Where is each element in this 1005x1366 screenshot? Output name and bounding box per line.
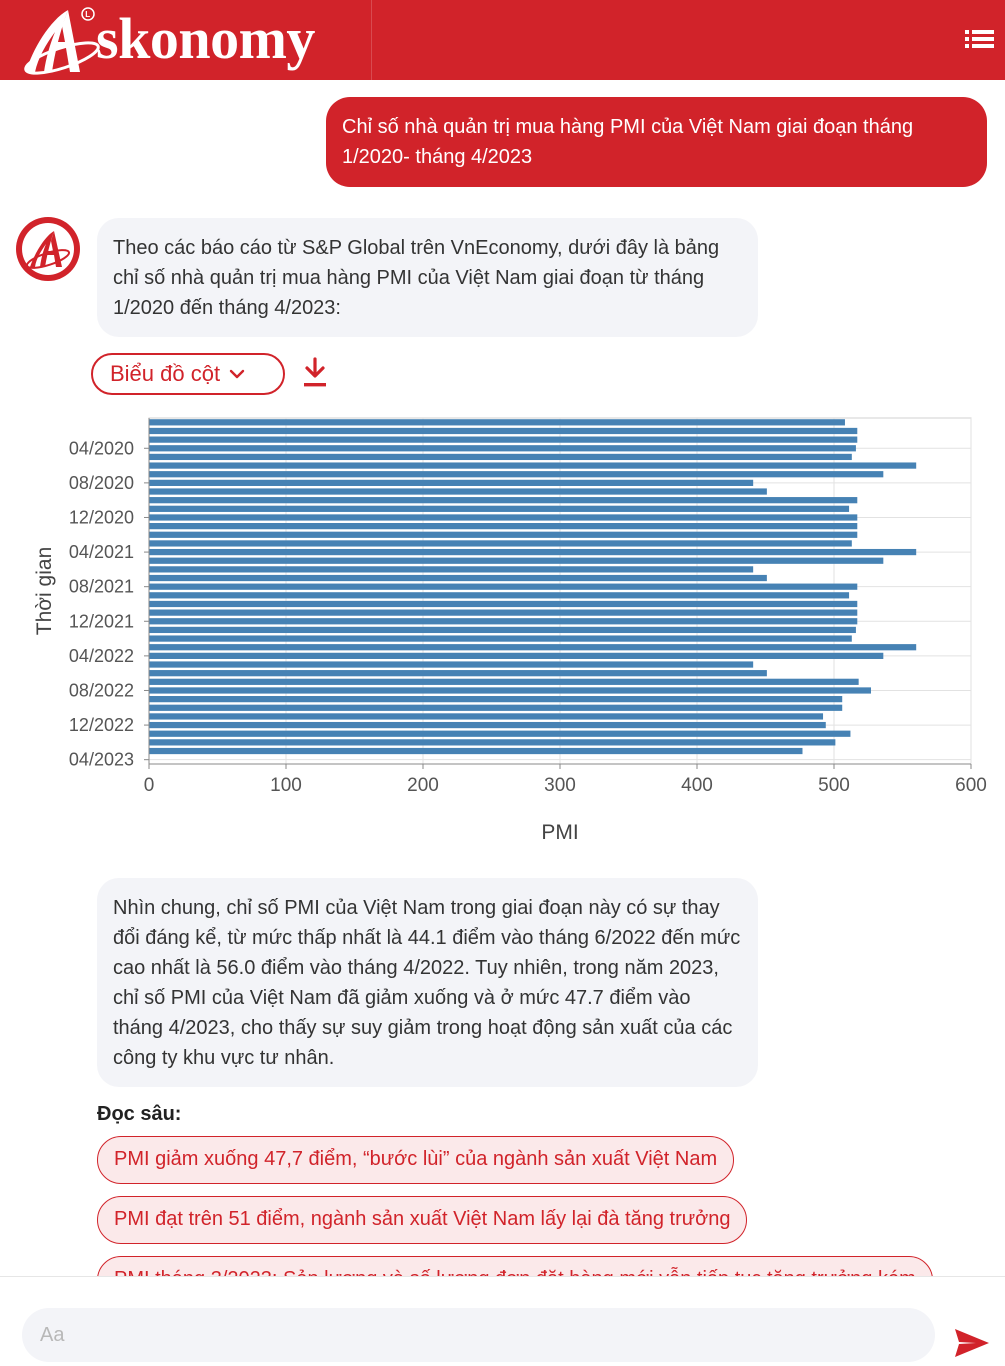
y-tick-label: 04/2021 (68, 542, 134, 563)
bar (149, 514, 857, 520)
bar (149, 731, 850, 737)
bar (149, 549, 916, 555)
bar (149, 480, 753, 486)
x-tick-label: 400 (681, 775, 713, 796)
send-icon[interactable] (954, 1328, 990, 1358)
brand-wordmark: skonomy (96, 6, 315, 71)
bot-message-summary: Nhìn chung, chỉ số PMI của Việt Nam trong giai đoạn này có sự thay đổi đáng kể, từ mức thấp nhất là 44.1 điểm vào tháng 6/2022 đến mức cao nhất là 56.0 điểm vào tháng 4/2022. Tuy nhiên, trong năm 2023, chỉ số PMI của Việt Nam đã giảm xuống và ở mức 47.7 điểm vào tháng 4/2023, cho thấy sự suy giảm trong hoạt động sản xuất của các công ty khu vực tư nhân. (97, 878, 758, 1087)
bar (149, 558, 883, 564)
read-more-heading: Đọc sâu: (97, 1103, 182, 1125)
x-tick-label: 200 (407, 775, 439, 796)
message-composer (0, 1276, 1005, 1366)
bar (149, 523, 857, 529)
y-tick-label: 04/2022 (68, 645, 134, 666)
bar (149, 488, 767, 494)
x-axis-title: PMI (541, 821, 579, 844)
pmi-bar-chart (30, 405, 1000, 865)
bar (149, 592, 849, 598)
bar (149, 437, 857, 443)
bar (149, 506, 849, 512)
svg-text:L: L (85, 10, 91, 19)
bar (149, 696, 842, 702)
bar (149, 540, 852, 546)
bar (149, 445, 856, 451)
bar (149, 705, 842, 711)
bar (149, 428, 857, 434)
brand-logo[interactable] (0, 0, 372, 80)
bar (149, 670, 767, 676)
bar (149, 532, 857, 538)
bar (149, 748, 802, 754)
related-link[interactable]: PMI giảm xuống 47,7 điểm, “bước lùi” của ngành sản xuất Việt Nam (97, 1136, 734, 1184)
bar (149, 462, 916, 468)
download-icon[interactable] (300, 356, 330, 390)
bar (149, 739, 835, 745)
bar (149, 661, 753, 667)
y-tick-label: 12/2020 (68, 507, 134, 528)
bot-avatar (16, 217, 80, 281)
user-message: Chỉ số nhà quản trị mua hàng PMI của Việt Nam giai đoạn tháng 1/2020- tháng 4/2023 (326, 97, 987, 187)
bar (149, 454, 852, 460)
x-tick-label: 300 (544, 775, 576, 796)
chart-type-select-label: Biểu đồ cột (110, 361, 221, 386)
bar (149, 722, 826, 728)
y-tick-label: 12/2022 (68, 715, 134, 736)
y-tick-label: 12/2021 (68, 611, 134, 632)
bar (149, 419, 845, 425)
bar (149, 679, 859, 685)
related-links-list (0, 1125, 1005, 1276)
bar (149, 584, 857, 590)
y-tick-label: 04/2023 (68, 749, 134, 770)
askonomy-logo-icon (22, 2, 102, 76)
x-tick-label: 0 (143, 775, 155, 796)
y-tick-label: 08/2020 (68, 472, 134, 493)
y-axis-title: Thời gian (33, 546, 56, 636)
bar (149, 601, 857, 607)
bar (149, 575, 767, 581)
chevron-down-icon (228, 365, 246, 383)
message-input[interactable] (22, 1308, 935, 1362)
y-tick-label: 04/2020 (68, 438, 134, 459)
bar (149, 471, 883, 477)
bar (149, 635, 852, 641)
y-tick-label: 08/2022 (68, 680, 134, 701)
bar (149, 610, 857, 616)
y-tick-label: 08/2021 (68, 576, 134, 597)
bar (149, 627, 856, 633)
bar (149, 653, 883, 659)
x-tick-label: 500 (818, 775, 850, 796)
app-header (0, 0, 1005, 80)
bar (149, 566, 753, 572)
bar (149, 497, 857, 503)
bar (149, 713, 823, 719)
bar (149, 618, 857, 624)
bot-message-intro: Theo các báo cáo từ S&P Global trên VnEconomy, dưới đây là bảng chỉ số nhà quản trị mua hàng PMI của Việt Nam giai đoạn từ tháng 1/2020 đến tháng 4/2023: (97, 218, 758, 337)
askonomy-avatar-icon (16, 217, 80, 281)
x-tick-label: 100 (270, 775, 302, 796)
x-tick-label: 600 (955, 775, 987, 796)
related-link[interactable]: PMI đạt trên 51 điểm, ngành sản xuất Việt Nam lấy lại đà tăng trưởng (97, 1196, 747, 1244)
bar (149, 687, 871, 693)
list-menu-icon[interactable] (965, 24, 995, 54)
chart-type-select[interactable] (91, 353, 285, 395)
bar (149, 644, 916, 650)
